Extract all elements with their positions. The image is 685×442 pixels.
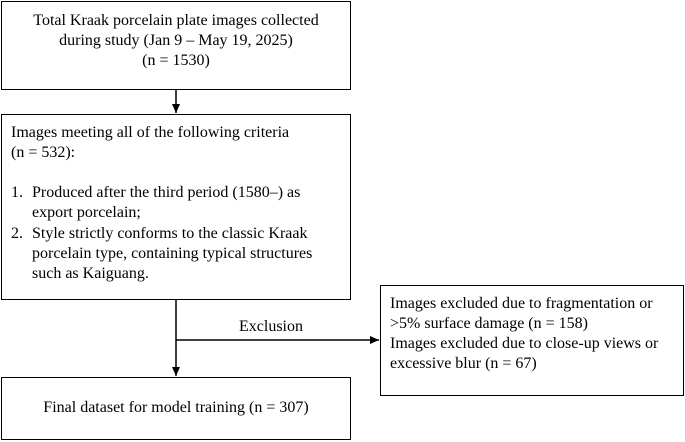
criteria-box [1, 114, 351, 300]
criteria-count: (n = 532): [11, 144, 76, 161]
total-images-count: (n = 1530) [142, 52, 210, 69]
total-images-line1: Total Kraak porcelain plate images collected [33, 12, 319, 29]
exclusion-label: Exclusion [239, 318, 303, 335]
exclusion-item-blur: Images excluded due to close-up views or excessive blur (n = 67) [390, 335, 659, 372]
criteria-item-2 [11, 224, 350, 284]
criteria-item-1 [11, 183, 350, 223]
exclusion-box [380, 285, 684, 396]
total-images-line2: during study (Jan 9 – May 19, 2025) [59, 32, 293, 49]
criteria-item-number: 1. [11, 184, 23, 201]
final-dataset-text: Final dataset for model training (n = 307) [43, 399, 309, 416]
criteria-heading: Images meeting all of the following criteria [11, 124, 290, 141]
criteria-list [11, 183, 350, 284]
criteria-item-text: Produced after the third period (1580–) as export porcelain; [32, 184, 301, 221]
criteria-item-text: Style strictly conforms to the classic Kraak porcelain type, containing typical structures such as Kaiguang. [32, 225, 313, 282]
exclusion-item-damage: Images excluded due to fragmentation or >5% surface damage (n = 158) [390, 295, 653, 332]
total-images-box [1, 1, 351, 90]
final-dataset-box [1, 377, 351, 440]
criteria-item-number: 2. [11, 225, 23, 242]
